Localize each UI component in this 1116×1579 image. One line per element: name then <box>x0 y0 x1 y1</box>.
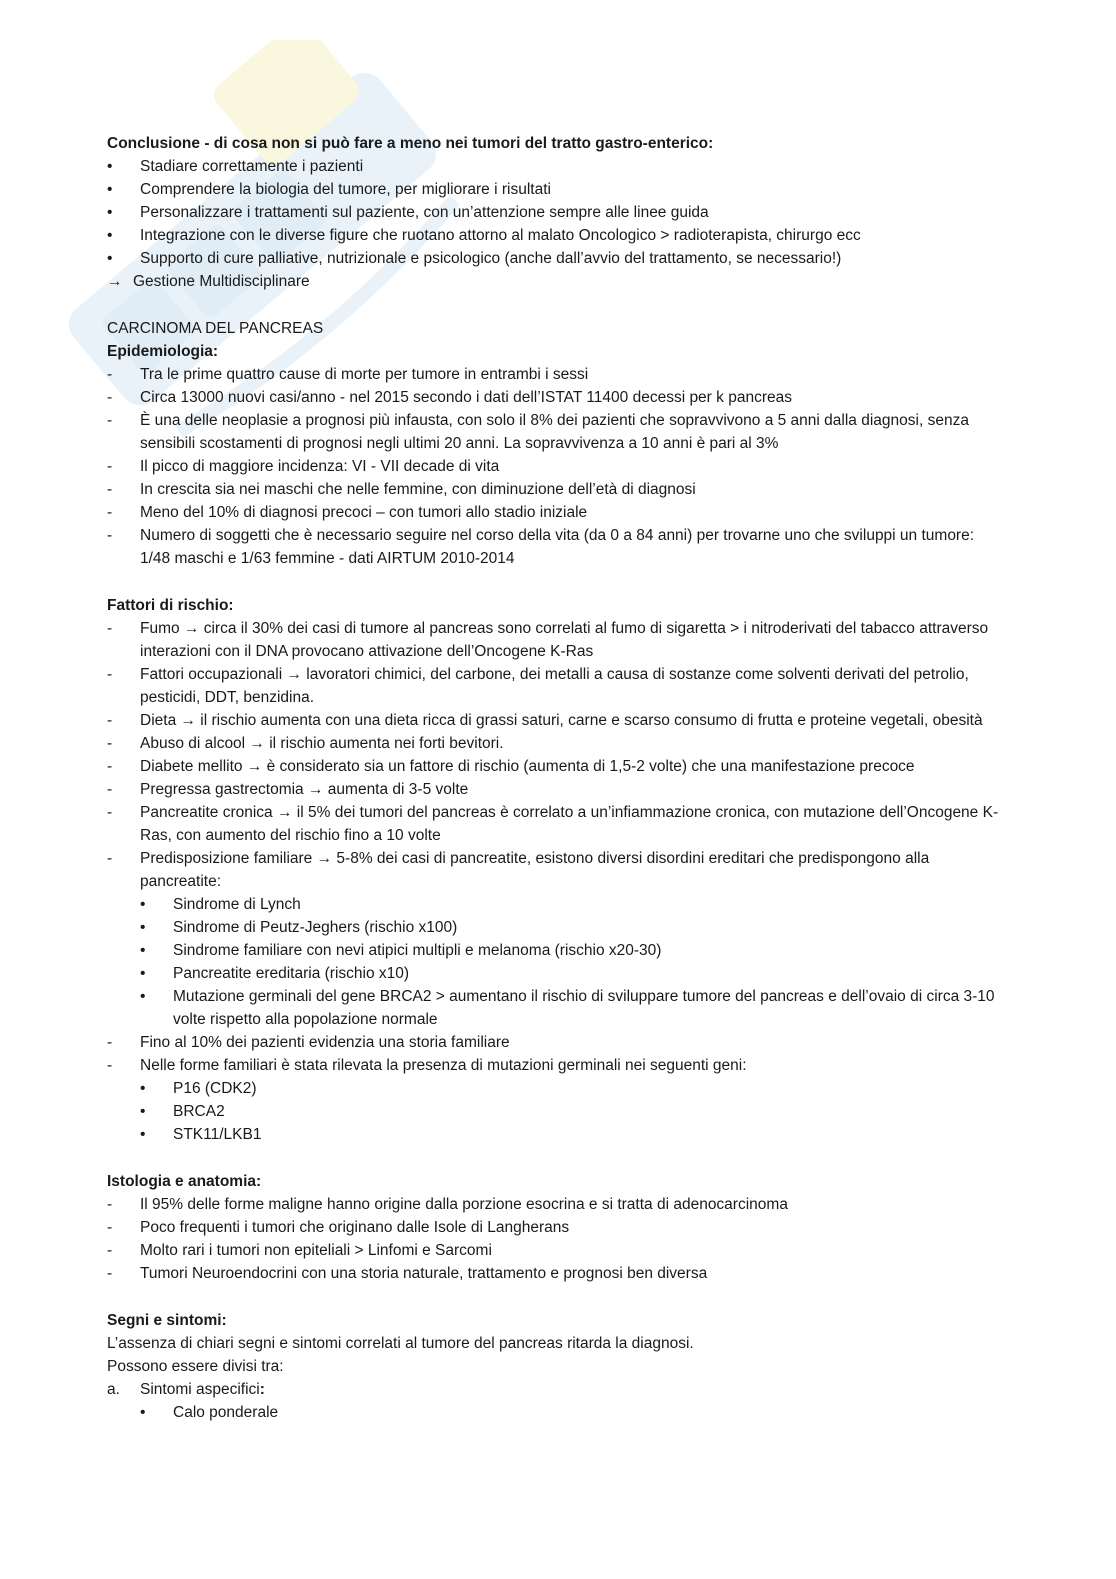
list-item-text: Tra le prime quattro cause di morte per tumore in entrambi i sessi <box>140 366 589 383</box>
list-item <box>107 386 1007 409</box>
fattori-list <box>107 617 1007 893</box>
list-item <box>107 1054 1007 1077</box>
list-marker: • <box>140 896 146 913</box>
sintomi-aspecifici-label: Sintomi aspecifici <box>140 1381 260 1398</box>
arrow-icon: → <box>107 273 123 290</box>
list-item <box>107 1216 1007 1239</box>
list-marker: • <box>107 227 113 244</box>
list-marker: - <box>107 712 113 729</box>
conclusione-heading: Conclusione - di cosa non si può fare a meno nei tumori del tratto gastro-enterico: <box>107 135 714 152</box>
list-item-text: Fumo → circa il 30% dei casi di tumore al pancreas sono correlati al fumo di sigaretta > i nitroderivati del tabacco attraverso interazioni con il DNA provocano attivazione dell’Oncogene K-Ras <box>140 620 989 660</box>
list-marker: - <box>107 458 113 475</box>
gestione-text: Gestione Multidisciplinare <box>133 273 310 290</box>
list-item-text: Poco frequenti i tumori che originano dalle Isole di Langherans <box>140 1219 570 1236</box>
segni-paragraph-2: Possono essere divisi tra: <box>107 1358 284 1375</box>
list-marker: - <box>107 758 113 775</box>
list-item <box>107 1077 1007 1100</box>
list-item <box>107 801 1007 847</box>
list-marker: • <box>140 919 146 936</box>
list-item <box>107 1100 1007 1123</box>
list-item <box>107 939 1007 962</box>
list-item <box>107 201 1007 224</box>
sintomi-aspecifici-list <box>107 1401 1007 1424</box>
list-item <box>107 709 1007 732</box>
list-marker: • <box>140 1404 146 1421</box>
segni-paragraph: L’assenza di chiari segni e sintomi correlati al tumore del pancreas ritarda la diagnosi. <box>107 1335 694 1352</box>
list-item-text: Sindrome di Lynch <box>173 896 301 913</box>
list-marker: a. <box>107 1381 120 1398</box>
sintomi-aspecifici-item <box>107 1378 1007 1401</box>
list-item-text: Pregressa gastrectomia → aumenta di 3-5 volte <box>140 781 469 798</box>
list-marker: - <box>107 1057 113 1074</box>
list-item <box>107 962 1007 985</box>
list-item-text: Calo ponderale <box>173 1404 279 1421</box>
list-item <box>107 1401 1007 1424</box>
list-marker: • <box>107 158 113 175</box>
list-item-text: Tumori Neuroendocrini con una storia naturale, trattamento e prognosi ben diversa <box>140 1265 708 1282</box>
gestione-line <box>107 270 1007 293</box>
list-item-text: Il 95% delle forme maligne hanno origine dalla porzione esocrina e si tratta di adenocarcinoma <box>140 1196 788 1213</box>
list-item <box>107 363 1007 386</box>
list-item <box>107 1123 1007 1146</box>
list-marker: - <box>107 666 113 683</box>
list-marker: • <box>107 181 113 198</box>
list-item-text: È una delle neoplasie a prognosi più infausta, con solo il 8% dei pazienti che sopravvivono a 5 anni dalla diagnosi, senza sensibili scostamenti di prognosi negli ultimi 20 anni. La sopravvivenza a 10 anni è pari al 3% <box>140 412 969 452</box>
list-item-text: BRCA2 <box>173 1103 225 1120</box>
list-item-text: Dieta → il rischio aumenta con una dieta ricca di grassi saturi, carne e scarso consumo di frutta e proteine vegetali, obesità <box>140 712 983 729</box>
list-marker: • <box>140 1103 146 1120</box>
list-marker: • <box>107 204 113 221</box>
list-item-text: Meno del 10% di diagnosi precoci – con tumori allo stadio iniziale <box>140 504 588 521</box>
list-item <box>107 501 1007 524</box>
list-marker: - <box>107 412 113 429</box>
list-item <box>107 247 1007 270</box>
list-item-text: Supporto di cure palliative, nutrizionale e psicologico (anche dall’avvio del trattamento, se necessario!) <box>140 250 842 267</box>
epidemiologia-heading: Epidemiologia: <box>107 343 219 360</box>
list-marker: - <box>107 504 113 521</box>
list-item-text: P16 (CDK2) <box>173 1080 257 1097</box>
list-item <box>107 409 1007 455</box>
list-item-text: Predisposizione familiare → 5-8% dei casi di pancreatite, esistono diversi disordini ereditari che predispongono alla pancreatite: <box>140 850 930 890</box>
list-item-text: Sindrome familiare con nevi atipici multipli e melanoma (rischio x20-30) <box>173 942 662 959</box>
list-item-text: Fattori occupazionali → lavoratori chimici, del carbone, dei metalli a causa di sostanze come solventi derivati del petrolio, pesticidi, DDT, benzidina. <box>140 666 969 706</box>
list-item-text: Stadiare correttamente i pazienti <box>140 158 364 175</box>
list-item-text: Abuso di alcool → il rischio aumenta nei forti bevitori. <box>140 735 504 752</box>
epidemiologia-list <box>107 363 1007 570</box>
list-item-text: Integrazione con le diverse figure che ruotano attorno al malato Oncologico > radioterapista, chirurgo ecc <box>140 227 861 244</box>
list-marker: - <box>107 735 113 752</box>
list-item-text: In crescita sia nei maschi che nelle femmine, con diminuzione dell’età di diagnosi <box>140 481 696 498</box>
list-item-text: Mutazione germinali del gene BRCA2 > aumentano il rischio di sviluppare tumore del pancreas e dell’ovaio di circa 3-10 volte rispetto alla popolazione normale <box>173 988 995 1028</box>
fattori-heading: Fattori di rischio: <box>107 597 234 614</box>
sintomi-colon: : <box>259 1381 265 1398</box>
list-item <box>107 478 1007 501</box>
fattori-list-2 <box>107 1031 1007 1077</box>
list-marker: - <box>107 1034 113 1051</box>
list-item-text: Pancreatite cronica → il 5% dei tumori del pancreas è correlato a un’infiammazione cronica, con mutazione dell’Oncogene K-Ras, con aumento del rischio fino a 10 volte <box>140 804 999 844</box>
list-item-text: Nelle forme familiari è stata rilevata la presenza di mutazioni germinali nei seguenti geni: <box>140 1057 747 1074</box>
list-item-text: STK11/LKB1 <box>173 1126 262 1143</box>
conclusione-list <box>107 155 1007 270</box>
istologia-list <box>107 1193 1007 1285</box>
list-item <box>107 617 1007 663</box>
list-marker: - <box>107 1196 113 1213</box>
list-marker: - <box>107 527 113 544</box>
list-item <box>107 1031 1007 1054</box>
list-item <box>107 778 1007 801</box>
list-item-text: Pancreatite ereditaria (rischio x10) <box>173 965 410 982</box>
list-item <box>107 1239 1007 1262</box>
list-item-text: Molto rari i tumori non epiteliali > Linfomi e Sarcomi <box>140 1242 492 1259</box>
list-item <box>107 1262 1007 1285</box>
list-item <box>107 893 1007 916</box>
list-marker: - <box>107 620 113 637</box>
list-item-text: Comprendere la biologia del tumore, per migliorare i risultati <box>140 181 551 198</box>
list-item <box>107 524 1007 570</box>
carcinoma-title: CARCINOMA DEL PANCREAS <box>107 320 324 337</box>
list-marker: • <box>140 1080 146 1097</box>
list-marker: - <box>107 366 113 383</box>
segni-heading: Segni e sintomi: <box>107 1312 227 1329</box>
list-item <box>107 224 1007 247</box>
list-item-text: Diabete mellito → è considerato sia un fattore di rischio (aumenta di 1,5-2 volte) che una manifestazione precoce <box>140 758 915 775</box>
list-item-text: Sindrome di Peutz-Jeghers (rischio x100) <box>173 919 458 936</box>
list-item-text: Numero di soggetti che è necessario seguire nel corso della vita (da 0 a 84 anni) per trovarne uno che sviluppi un tumore: 1/48 maschi e 1/63 femmine - dati AIRTUM 2010-2014 <box>140 527 975 567</box>
list-marker: • <box>140 1126 146 1143</box>
list-marker: - <box>107 1265 113 1282</box>
list-marker: - <box>107 850 113 867</box>
list-marker: - <box>107 804 113 821</box>
list-marker: • <box>140 965 146 982</box>
list-marker: - <box>107 481 113 498</box>
list-marker: • <box>140 942 146 959</box>
list-item <box>107 178 1007 201</box>
list-item <box>107 1193 1007 1216</box>
sindromi-list <box>107 893 1007 1031</box>
list-item <box>107 155 1007 178</box>
geni-list <box>107 1077 1007 1146</box>
list-item <box>107 985 1007 1031</box>
list-marker: - <box>107 1242 113 1259</box>
list-item <box>107 916 1007 939</box>
list-item <box>107 663 1007 709</box>
list-marker: • <box>140 988 146 1005</box>
list-item <box>107 732 1007 755</box>
list-item-text: Circa 13000 nuovi casi/anno - nel 2015 secondo i dati dell’ISTAT 11400 decessi per k pancreas <box>140 389 792 406</box>
istologia-heading: Istologia e anatomia: <box>107 1173 262 1190</box>
list-item <box>107 455 1007 478</box>
list-item <box>107 755 1007 778</box>
list-item-text: Personalizzare i trattamenti sul paziente, con un’attenzione sempre alle linee guida <box>140 204 709 221</box>
list-marker: • <box>107 250 113 267</box>
list-item-text: Il picco di maggiore incidenza: VI - VII decade di vita <box>140 458 500 475</box>
list-marker: - <box>107 1219 113 1236</box>
list-item-text: Fino al 10% dei pazienti evidenzia una storia familiare <box>140 1034 510 1051</box>
list-marker: - <box>107 389 113 406</box>
list-item <box>107 847 1007 893</box>
list-marker: - <box>107 781 113 798</box>
